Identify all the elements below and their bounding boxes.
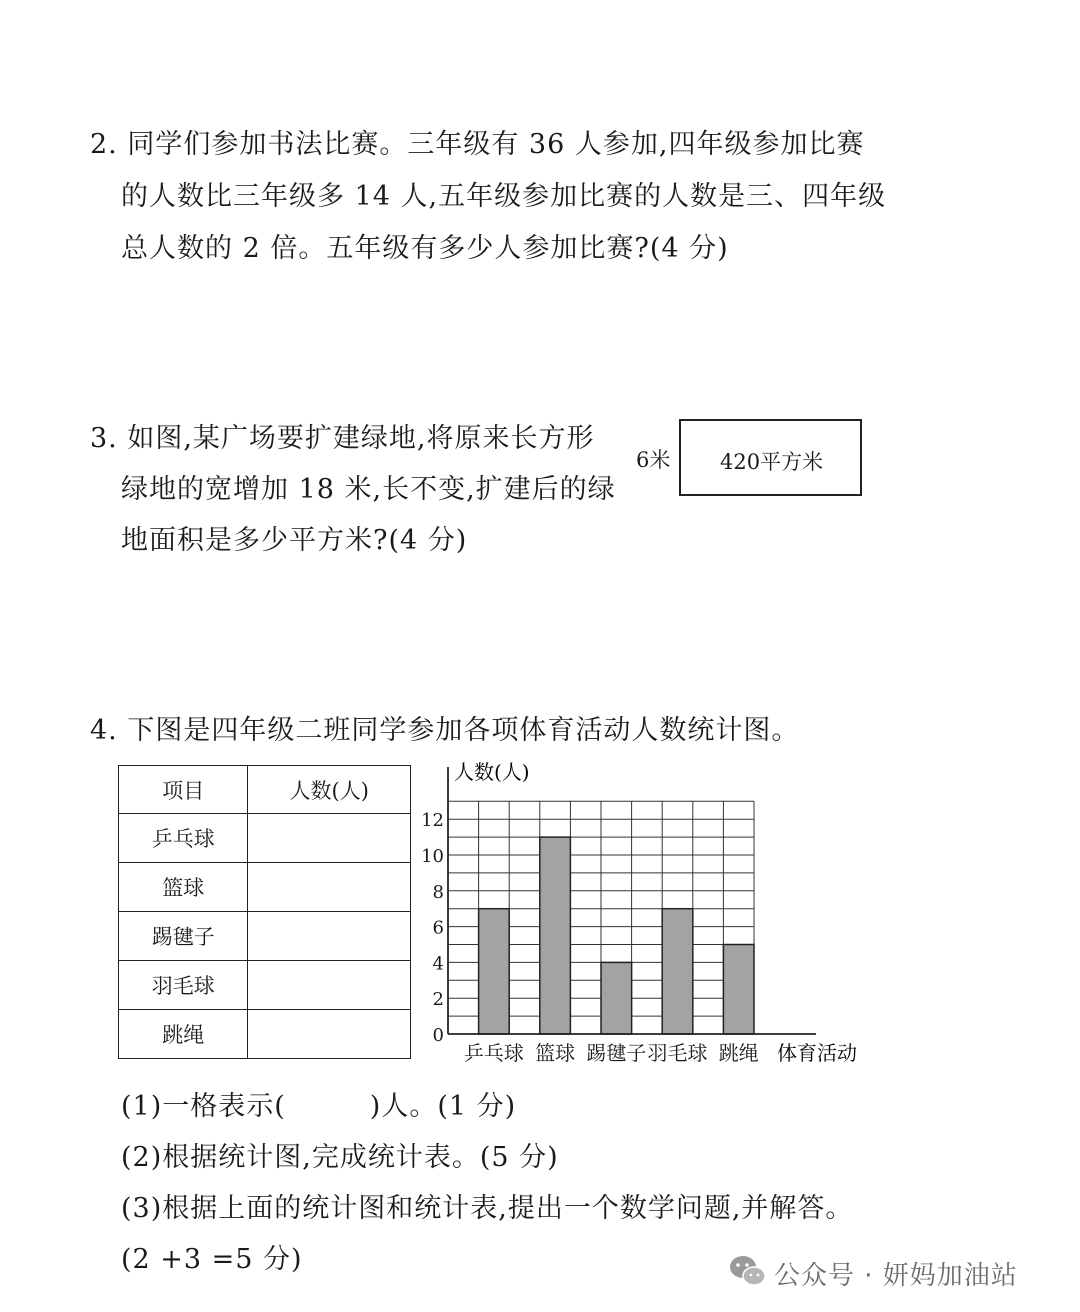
chart-category-labels [464, 1041, 759, 1065]
table-cell-blank [248, 814, 411, 863]
bar-3 [601, 962, 632, 1034]
chart-y-axis-label: 人数(人) [454, 760, 530, 784]
category-label: 羽毛球 [647, 1041, 708, 1065]
table-cell-item: 跳绳 [119, 1010, 248, 1059]
rect-width-label: 6米 [636, 448, 671, 472]
q2-line-1: 2. 同学们参加书法比赛。三年级有 36 人参加,四年级参加比赛 [90, 129, 865, 160]
bar-1 [479, 909, 510, 1034]
category-label: 跳绳 [718, 1041, 759, 1065]
q3-line-1: 3. 如图,某广场要扩建绿地,将原来长方形 [90, 423, 595, 454]
table-row [119, 814, 411, 863]
q2-line-3: 总人数的 2 倍。五年级有多少人参加比赛?(4 分) [121, 233, 729, 264]
bar-2 [540, 837, 571, 1034]
table-cell-item: 羽毛球 [119, 961, 248, 1010]
y-tick-label: 12 [421, 810, 444, 832]
y-tick-label: 6 [432, 917, 444, 939]
table-header-count: 人数(人) [248, 766, 411, 814]
rect-area-label: 420平方米 [720, 450, 824, 474]
y-tick-label: 8 [432, 881, 444, 903]
category-label: 篮球 [535, 1041, 576, 1065]
wechat-icon [728, 1252, 768, 1290]
table-row [119, 912, 411, 961]
table-header-row [119, 766, 411, 814]
table-cell-blank [248, 1010, 411, 1059]
table-cell-blank [248, 961, 411, 1010]
category-label: 乒乓球 [463, 1041, 524, 1065]
table-header-item: 项目 [119, 766, 248, 814]
chart-x-axis-label: 体育活动 [777, 1041, 857, 1065]
q4-sub-3-score: (2 +3 =5 分) [121, 1244, 303, 1275]
table-row [119, 1010, 411, 1059]
q3-line-3: 地面积是多少平方米?(4 分) [121, 525, 468, 556]
chart-bars [479, 837, 754, 1034]
category-label: 踢毽子 [586, 1041, 647, 1065]
y-tick-label: 0 [432, 1025, 444, 1046]
bar-chart [410, 755, 875, 1070]
table-cell-blank [248, 912, 411, 961]
y-tick-label: 10 [421, 846, 444, 867]
watermark [728, 1250, 1058, 1294]
table-cell-item: 篮球 [119, 863, 248, 912]
table-cell-item: 乒乓球 [119, 814, 248, 863]
q3-line-2: 绿地的宽增加 18 米,长不变,扩建后的绿 [121, 474, 616, 505]
q2-line-2: 的人数比三年级多 14 人,五年级参加比赛的人数是三、四年级 [121, 181, 887, 212]
watermark-text: 公众号 · 妍妈加油站 [774, 1261, 1018, 1291]
bar-5 [723, 945, 754, 1035]
q4-sub-2: (2)根据统计图,完成统计表。(5 分) [121, 1142, 559, 1173]
table-cell-blank [248, 863, 411, 912]
table-row [119, 961, 411, 1010]
q4-title: 4. 下图是四年级二班同学参加各项体育活动人数统计图。 [90, 715, 800, 746]
q4-sub-3: (3)根据上面的统计图和统计表,提出一个数学问题,并解答。 [121, 1193, 854, 1224]
table-row [119, 863, 411, 912]
y-tick-label: 4 [432, 953, 444, 975]
y-tick-label: 2 [432, 989, 444, 1011]
table-cell-item: 踢毽子 [119, 912, 248, 961]
bar-4 [662, 909, 693, 1034]
statistics-table [118, 765, 411, 1059]
q4-sub-1: (1)一格表示( )人。(1 分) [121, 1091, 517, 1122]
chart-tick-labels [421, 810, 444, 1046]
